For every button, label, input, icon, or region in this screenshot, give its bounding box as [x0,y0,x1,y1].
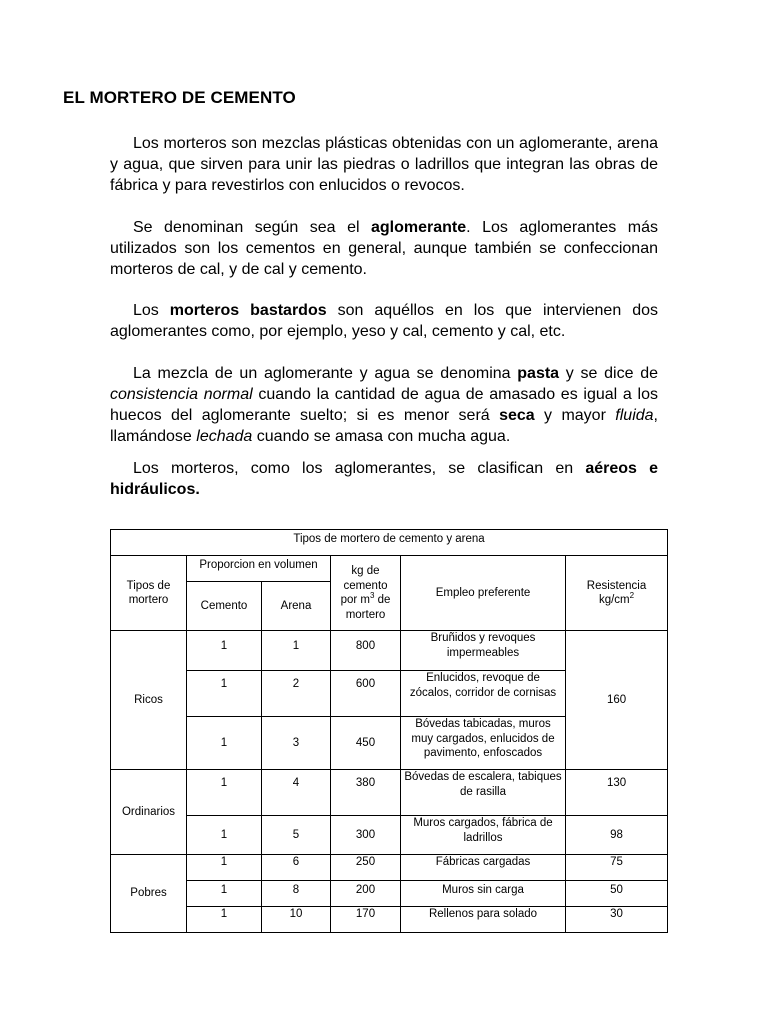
cell-arena: 1 [262,631,331,671]
paragraph-text: Los morteros, como los aglomerantes, se clasifican en [133,460,586,477]
paragraph-morteros-definicion [110,133,658,196]
mortar-types-table [110,529,668,933]
cell-empleo: Fábricas cargadas [401,855,566,881]
cell-kg: 300 [331,816,401,855]
cell-resistencia: 98 [566,816,668,855]
bold-term-aglomerante: aglomerante [371,219,467,236]
table-row [111,631,668,671]
cell-arena: 2 [262,671,331,717]
header-cemento: Cemento [187,582,262,631]
cell-arena: 4 [262,770,331,816]
cell-empleo: Muros cargados, fábrica de ladrillos [401,816,566,855]
cell-empleo: Bruñidos y revoques impermeables [401,631,566,671]
paragraph-clasificacion [110,458,658,500]
cell-kg: 600 [331,671,401,717]
cell-empleo: Enlucidos, revoque de zócalos, corridor de cornisas [401,671,566,717]
superscript: 3 [369,591,375,601]
cell-empleo: Bóvedas tabicadas, muros muy cargados, enlucidos de pavimento, enfoscados [401,717,566,770]
cell-cemento: 1 [187,881,262,907]
cell-cemento: 1 [187,631,262,671]
header-tipos-mortero: Tipos de mortero [111,556,187,631]
cell-kg: 200 [331,881,401,907]
cell-arena: 3 [262,717,331,770]
cell-kg: 380 [331,770,401,816]
group-label-ricos: Ricos [111,631,187,770]
cell-cemento: 1 [187,907,262,933]
paragraph-text: Los [133,302,170,319]
table-row [111,881,668,907]
bold-term-pasta: pasta [517,365,560,382]
table-row [111,816,668,855]
header-resistencia [566,556,668,631]
cell-kg: 170 [331,907,401,933]
cell-resistencia: 50 [566,881,668,907]
table-caption: Tipos de mortero de cemento y arena [111,530,668,556]
cell-kg: 250 [331,855,401,881]
paragraph-pasta [110,363,658,447]
header-resistencia-text: Resistencia kg/cm [586,579,647,606]
cell-empleo: Muros sin carga [401,881,566,907]
header-kg-cemento [331,556,401,631]
paragraph-text: . Los aglomerantes más utilizados son los cementos en general, aunque también se confeccionan morteros de cal, y de cal y cemento. [110,219,659,278]
bold-term-seca: seca [499,407,535,424]
paragraph-text: Los morteros son mezclas plásticas obtenidas con un aglomerante, arena y agua, que sirven para unir las piedras o ladrillos que integran las obras de fábrica y para revestirlos con enlucidos o revocos. [110,135,658,194]
cell-arena: 10 [262,907,331,933]
cell-cemento: 1 [187,770,262,816]
cell-empleo: Bóvedas de escalera, tabiques de rasilla [401,770,566,816]
paragraph-text: son aquéllos en los que intervienen dos aglomerantes como, por ejemplo, yeso y cal, cemento y cal, etc. [110,302,659,340]
header-proporcion-volumen: Proporcion en volumen [187,556,331,582]
paragraph-text: Se denominan según sea el [133,219,371,236]
cell-arena: 6 [262,855,331,881]
group-label-pobres: Pobres [111,855,187,933]
cell-cemento: 1 [187,816,262,855]
cell-resistencia-ricos: 160 [566,631,668,770]
paragraph-text: cuando se amasa con mucha agua. [252,428,511,445]
paragraph-text: y se dice de [559,365,659,382]
cell-arena: 8 [262,881,331,907]
cell-arena: 5 [262,816,331,855]
italic-term-lechada: lechada [196,428,253,445]
header-kg-text: de mortero [345,594,391,621]
cell-resistencia: 75 [566,855,668,881]
italic-term-fluida: fluida [615,407,654,424]
group-label-ordinarios: Ordinarios [111,770,187,855]
paragraph-aglomerante [110,217,658,280]
cell-kg: 450 [331,717,401,770]
superscript: 2 [629,591,635,601]
cell-kg: 800 [331,631,401,671]
paragraph-text: y mayor [534,407,616,424]
table-row [111,907,668,933]
cell-empleo: Rellenos para solado [401,907,566,933]
paragraph-text: cuando la cantidad de agua de amasado es igual a los huecos del aglomerante suelto; si es menor será [110,386,658,424]
italic-term-consistencia-normal: consistencia normal [110,386,253,403]
cell-cemento: 1 [187,717,262,770]
document-title: EL MORTERO DE CEMENTO [63,88,296,107]
cell-cemento: 1 [187,671,262,717]
cell-resistencia: 30 [566,907,668,933]
header-arena: Arena [262,582,331,631]
bold-term-morteros-bastardos: morteros bastardos [169,302,327,319]
cell-resistencia: 130 [566,770,668,816]
paragraph-text: , llamándose [110,407,658,445]
bold-term-aereos-hidraulicos: aéreos e hidráulicos. [110,460,659,498]
paragraph-text: La mezcla de un aglomerante y agua se denomina [133,365,518,382]
cell-cemento: 1 [187,855,262,881]
table-row [111,855,668,881]
header-kg-text: kg de cemento por m [340,565,388,606]
table-row [111,770,668,816]
header-empleo-preferente: Empleo preferente [401,556,566,631]
paragraph-morteros-bastardos [110,300,658,342]
